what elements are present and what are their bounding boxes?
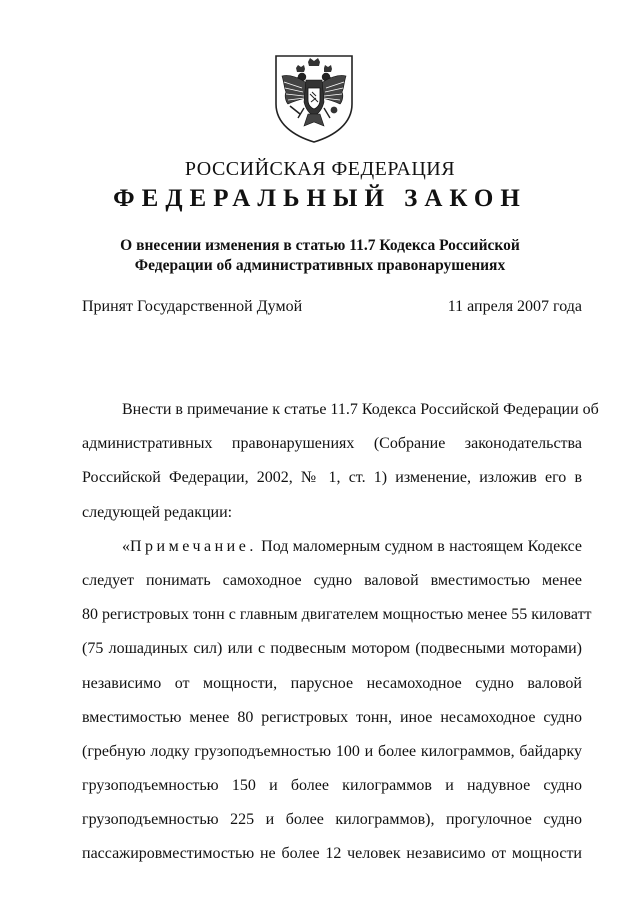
body-line: вместимостью менее 80 регистровых тонн, иное несамоходное судно	[82, 708, 582, 726]
country-name: РОССИЙСКАЯ ФЕДЕРАЦИЯ	[184, 158, 456, 180]
body-line: пассажировместимостью не более 12 человек независимо от мощности	[82, 845, 582, 863]
adoption-info	[82, 298, 582, 316]
body-line: (75 лошадиных сил) или с подвесным мотором (подвесными моторами)	[82, 640, 582, 658]
note-line	[82, 530, 582, 564]
law-title-line: О внесении изменения в статью 11.7 Кодекса Российской	[120, 237, 520, 254]
law-body	[82, 393, 599, 872]
body-line: независимо от мощности, парусное несамоходное судно валовой	[82, 674, 582, 692]
adoption-date: 11 апреля 2007 года	[447, 298, 582, 315]
body-line: грузоподъемностью 150 и более килограммов и надувное судно	[82, 777, 582, 795]
law-title	[0, 236, 640, 276]
document-type-heading: ФЕДЕРАЛЬНЫЙ ЗАКОН	[113, 185, 527, 212]
body-line: административных правонарушениях (Собрание законодательства	[82, 435, 582, 453]
body-line: следующей редакции:	[82, 503, 233, 521]
russian-coat-of-arms-icon	[272, 52, 356, 144]
body-line: Российской Федерации, 2002, № 1, ст. 1) изменение, изложив его в	[82, 469, 582, 487]
body-line: 80 регистровых тонн с главным двигателем мощностью менее 55 киловатт	[82, 606, 592, 624]
body-line: (гребную лодку грузоподъемностью 100 и более килограммов, байдарку	[82, 742, 582, 760]
note-label: Примечание.	[130, 537, 257, 555]
body-line: грузоподъемностью 225 и более килограммов), прогулочное судно	[82, 811, 582, 829]
body-line: следует понимать самоходное судно валовой вместимостью менее	[82, 571, 582, 589]
body-line: Внести в примечание к статье 11.7 Кодекса Российской Федерации об	[122, 401, 599, 418]
note-prefix: «	[122, 537, 130, 555]
adopted-by: Принят Государственной Думой	[82, 298, 303, 315]
law-title-line: Федерации об административных правонарушениях	[134, 257, 506, 274]
note-text: Под маломерным судном в настоящем Кодексе	[261, 537, 583, 555]
